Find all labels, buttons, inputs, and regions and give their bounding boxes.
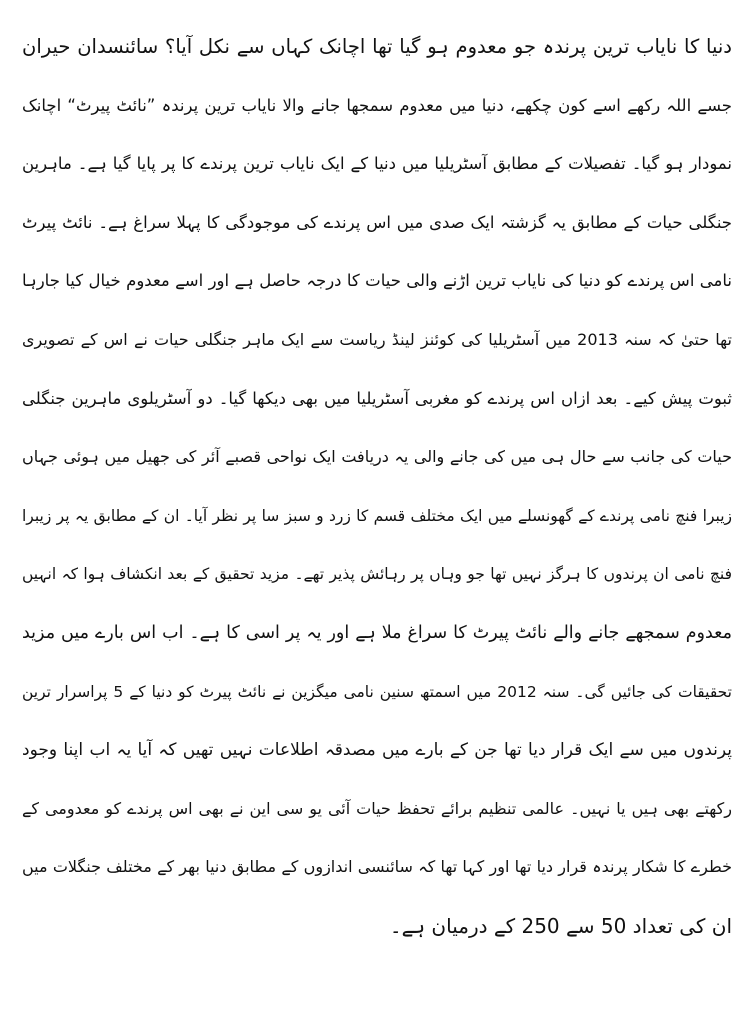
text-line: تھا حتیٰ کہ سنہ 2013 میں آسٹریلیا کی کوئنز لینڈ ریاست سے ایک ماہر جنگلی حیات نے اس کے تصویری [22,329,732,349]
text-line-last: ان کی تعداد 50 سے 250 کے درمیان ہے۔ [389,913,732,938]
article-body [22,18,732,956]
text-line: پرندوں میں سے ایک قرار دیا تھا جن کے بارے میں مصدقہ اطلاعات نہیں تھیں کہ آیا یہ اب اپنا وجود [22,740,732,761]
text-line: نامی اس پرندے کو دنیا کی نایاب ترین اڑنے والی حیات کا درجہ حاصل ہے اور اسے معدوم خیال کیا جارہا [22,271,732,291]
text-line: معدوم سمجھے جانے والے نائٹ پیرٹ کا سراغ ملا ہے اور یہ پر اسی کا ہے۔ اب اس بارے میں مزید [22,622,732,643]
text-line: جسے اللہ رکھے اسے کون چکھے، دنیا میں معدوم سمجھا جانے والا نایاب ترین پرندہ ”نائٹ پیرٹ“ اچانک [22,95,732,115]
text-line: نمودار ہو گیا۔ تفصیلات کے مطابق آسٹریلیا میں دنیا کے ایک نایاب ترین پرندے کا پر پایا گیا ہے۔ ماہرین [22,154,732,174]
text-line: جنگلی حیات کے مطابق یہ گزشتہ ایک صدی میں اس پرندے کی موجودگی کا پہلا سراغ ہے۔ نائٹ پیرٹ [22,212,732,232]
text-line: ثبوت پیش کیے۔ بعد ازاں اس پرندے کو مغربی آسٹریلیا میں بھی دیکھا گیا۔ دو آسٹریلوی ماہرین جنگلی [22,388,732,408]
text-line: تحقیقات کی جائیں گی۔ سنہ 2012 میں اسمتھ سنین نامی میگزین نے نائٹ پیرٹ کو دنیا کے 5 پراسرار ترین [22,682,732,701]
text-line: زیبرا فنچ نامی پرندے کے گھونسلے میں ایک مختلف قسم کا زرد و سبز سا پر نظر آیا۔ ان کے مطابق یہ پر زیبرا [22,506,732,525]
text-line: دنیا کا نایاب ترین پرندہ جو معدوم ہو گیا تھا اچانک کہاں سے نکل آیا؟ سائنسدان حیران [22,35,732,58]
text-line: خطرے کا شکار پرندہ قرار دیا تھا اور کہا تھا کہ سائنسی اندازوں کے مطابق دنیا بھر کے مختلف جنگلات میں [22,857,732,877]
text-line: فنچ نامی ان پرندوں کا ہرگز نہیں تھا جو وہاں پر رہائش پذیر تھے۔ مزید تحقیق کے بعد انکشاف ہوا کہ انہیں [22,565,732,584]
text-line: حیات کی جانب سے حال ہی میں کی جانے والی یہ دریافت ایک نواحی قصبے آئر کی جھیل میں ہوئی جہاں [22,447,732,467]
text-line: رکھتے بھی ہیں یا نہیں۔ عالمی تنظیم برائے تحفظ حیات آئی یو سی این نے بھی اس پرندے کو معدومی کے [22,798,732,818]
